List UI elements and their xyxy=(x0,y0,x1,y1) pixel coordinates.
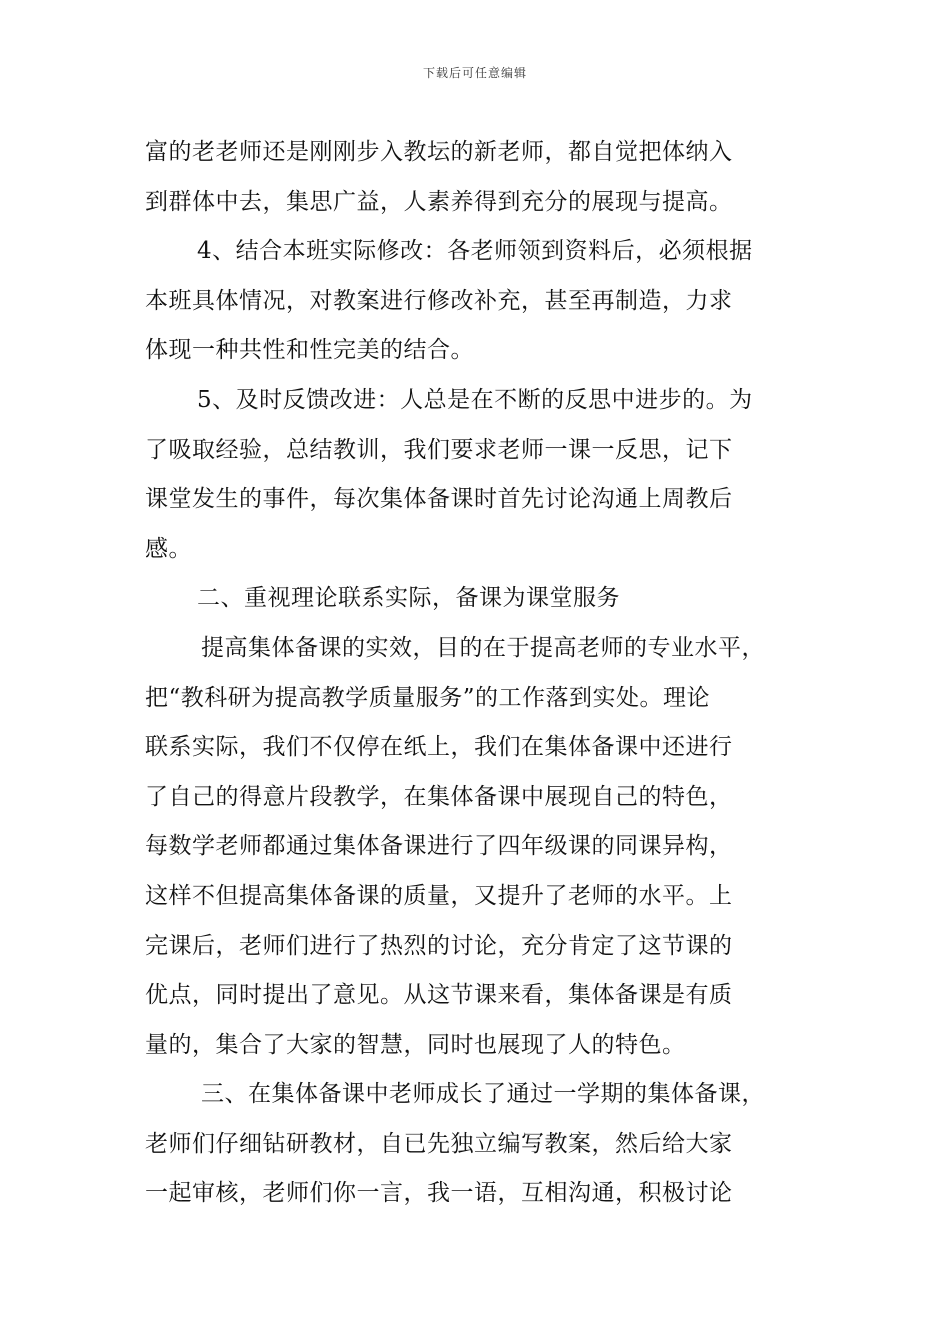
text-line: 体现一种共性和性完美的结合。 xyxy=(145,337,474,364)
text-line: 联系实际，我们不仅停在纸上，我们在集体备课中还进行 xyxy=(145,734,733,761)
document-body xyxy=(145,128,809,1219)
text-line: 课堂发生的事件，每次集体备课时首先讨论沟通上周教后 xyxy=(145,486,733,513)
text-line: 5、及时反馈改进：人总是在不断的反思中进步的。为 xyxy=(197,386,753,413)
text-line: 一起审核，老师们你一言，我一语，互相沟通，积极讨论 xyxy=(145,1180,733,1207)
text-line: 了吸取经验，总结教训，我们要求老师一课一反思，记下 xyxy=(145,436,733,463)
text-line: 优点，同时提出了意见。从这节课来看，集体备课是有质 xyxy=(145,982,733,1009)
section-heading: 三、在集体备课中老师成长了通过一学期的集体备课， xyxy=(201,1081,765,1108)
text-line: 每数学老师都通过集体备课进行了四年级课的同课异构， xyxy=(145,833,733,860)
text-line: 提高集体备课的实效，目的在于提高老师的专业水平， xyxy=(201,634,765,661)
page-header: 下载后可任意编辑 xyxy=(422,66,527,80)
text-line: 完课后，老师们进行了热烈的讨论，充分肯定了这节课的 xyxy=(145,932,733,959)
text-line: 感。 xyxy=(145,535,192,562)
text-line: 这样不但提高集体备课的质量，又提升了老师的水平。上 xyxy=(145,882,733,909)
text-line: 了自己的得意片段教学，在集体备课中展现自己的特色， xyxy=(145,783,733,810)
text-line: 把“教科研为提高教学质量服务”的工作落到实处。理论 xyxy=(145,684,711,711)
text-line: 4、结合本班实际修改：各老师领到资料后，必须根据 xyxy=(197,238,753,265)
section-heading: 二、重视理论联系实际，备课为课堂服务 xyxy=(197,585,620,612)
text-line: 老师们仔细钻研教材，自已先独立编写教案，然后给大家 xyxy=(145,1130,733,1157)
text-line: 本班具体情况，对教案进行修改补充，甚至再制造，力求 xyxy=(145,287,733,314)
text-line: 到群体中去，集思广益，人素养得到充分的展现与提高。 xyxy=(145,188,733,215)
text-line: 富的老老师还是刚刚步入教坛的新老师，都自觉把体纳入 xyxy=(145,139,733,165)
text-line: 量的，集合了大家的智慧，同时也展现了人的特色。 xyxy=(145,1031,686,1058)
